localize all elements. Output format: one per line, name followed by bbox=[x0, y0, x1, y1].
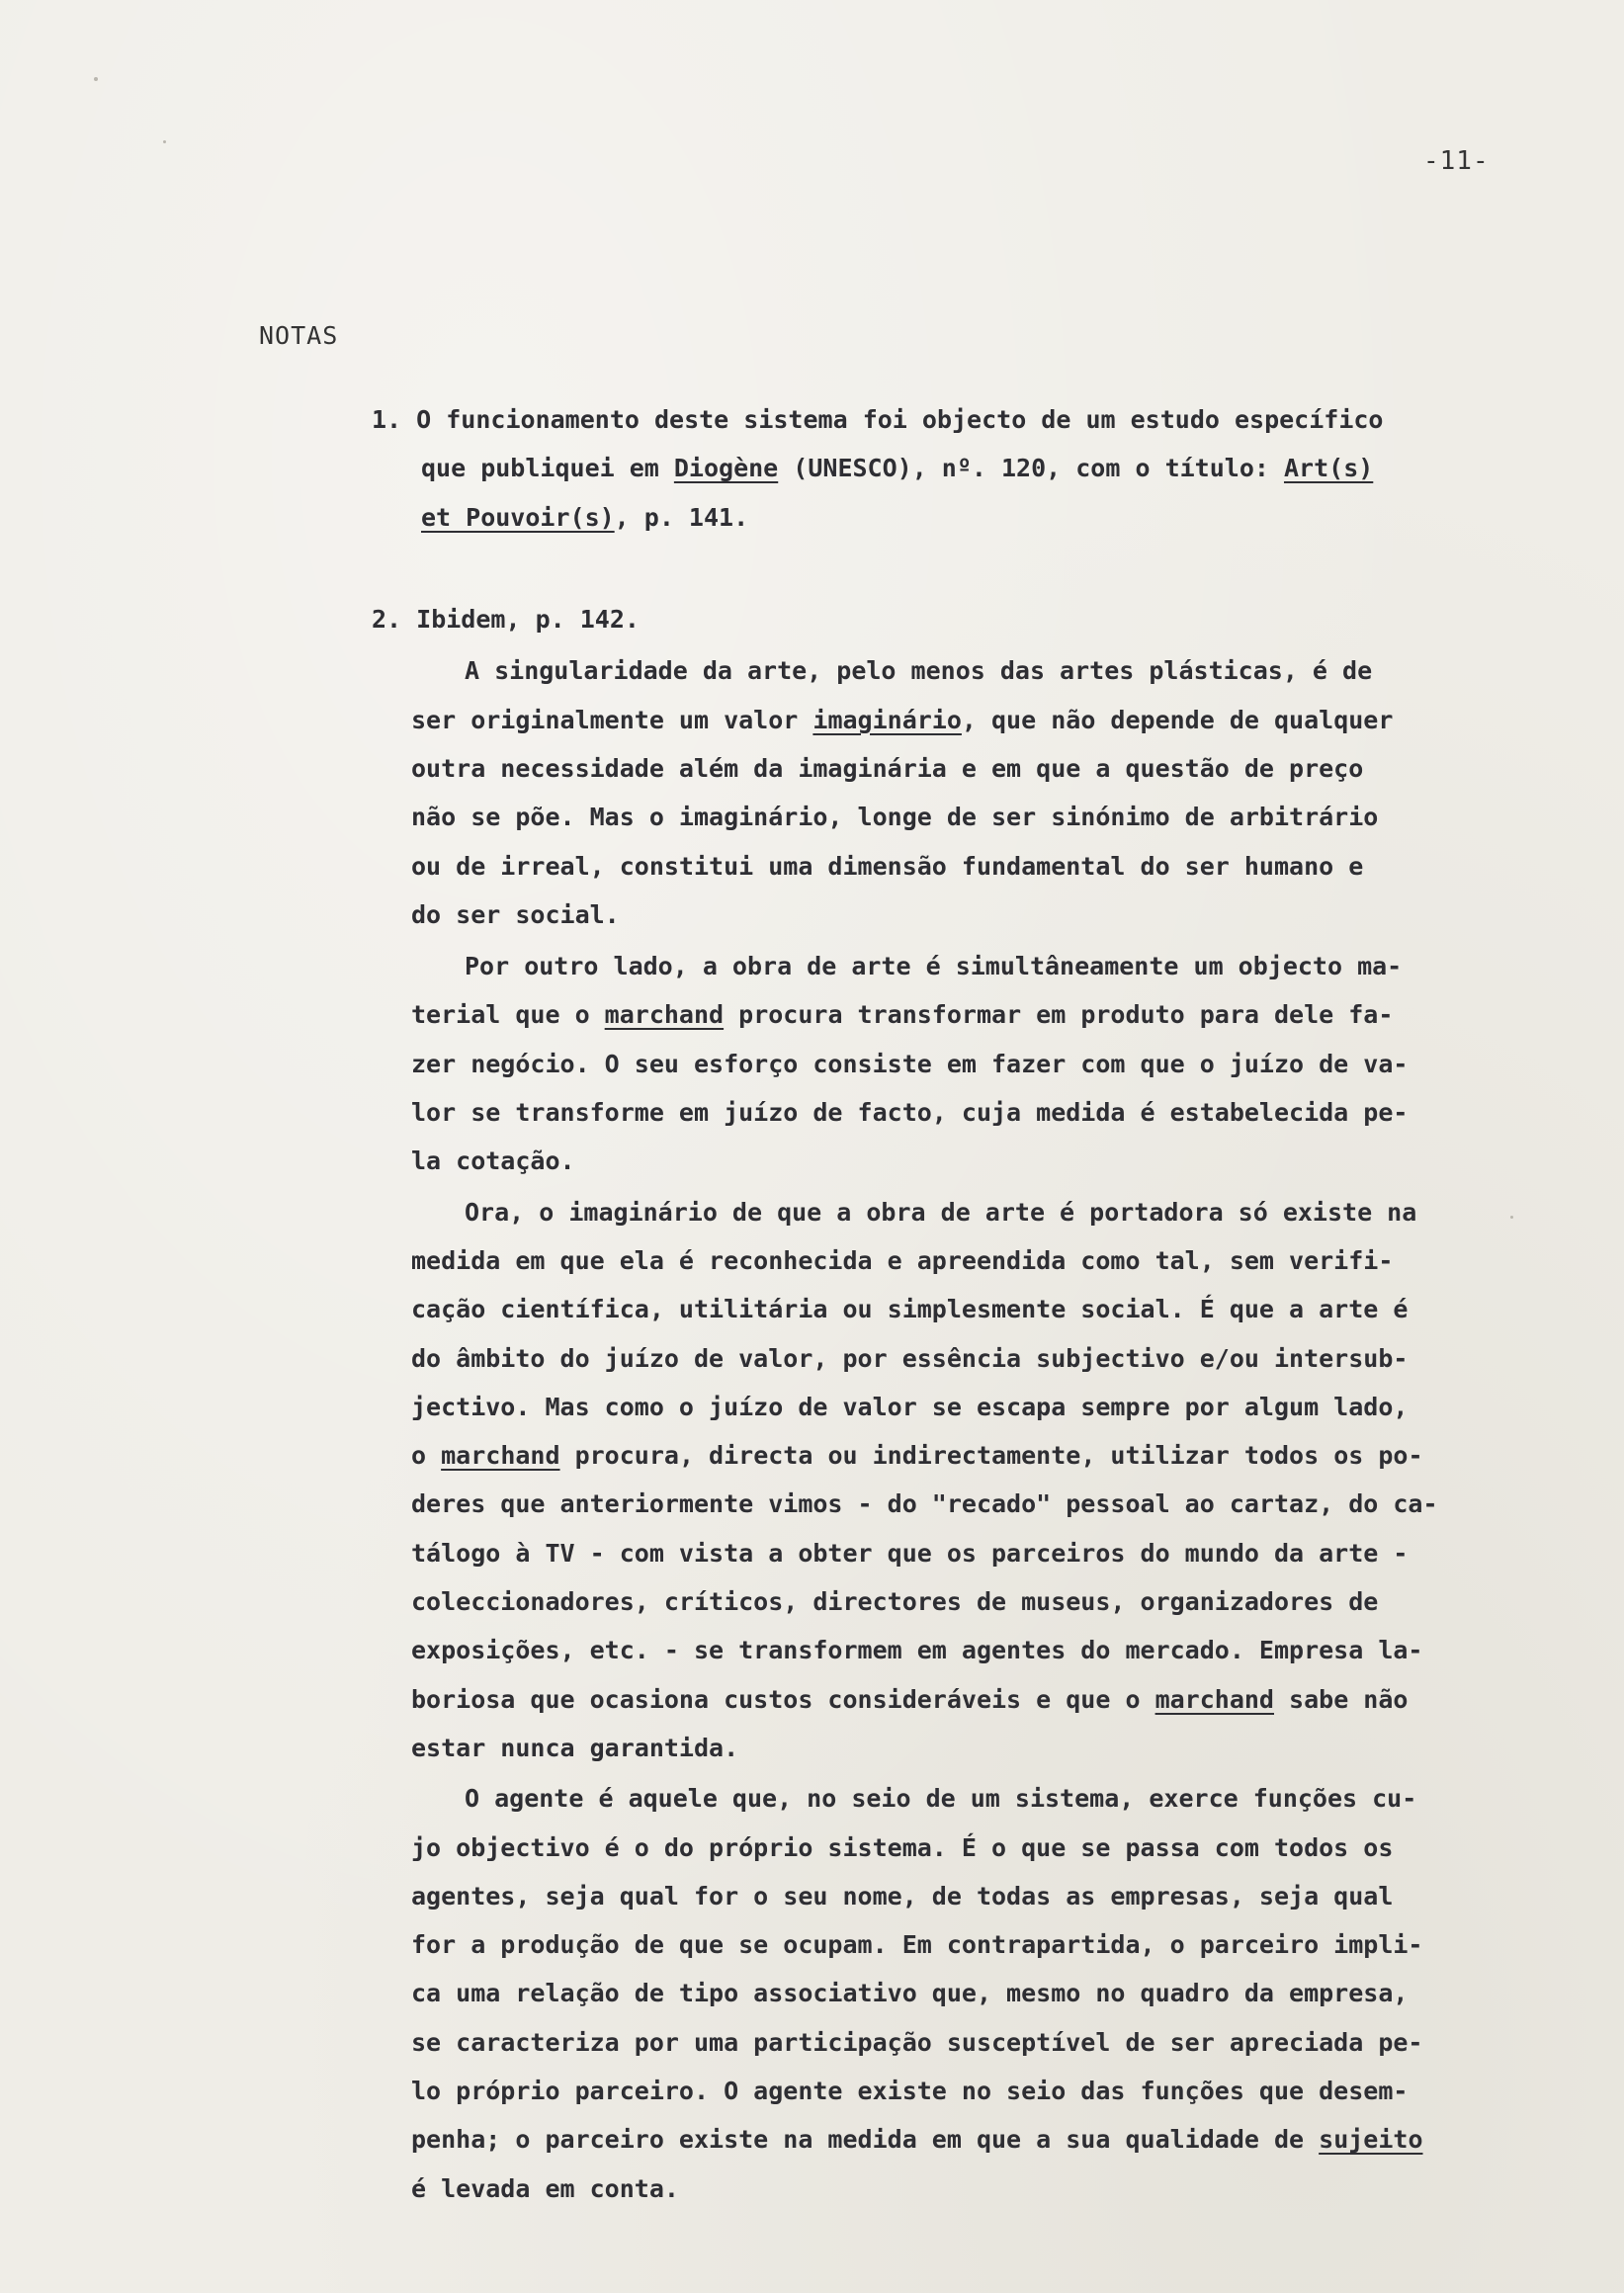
text-run: do ser social. bbox=[411, 899, 620, 929]
text-run: procura transformar em produto para dele fa- bbox=[724, 1000, 1394, 1030]
underlined-term: marchand bbox=[441, 1441, 560, 1471]
paper-speck bbox=[94, 77, 98, 81]
text-run: do âmbito do juízo de valor, por essência subjectivo e/ou intersub- bbox=[411, 1343, 1409, 1373]
text-run: jectivo. Mas como o juízo de valor se escapa sempre por algum lado, bbox=[411, 1392, 1409, 1421]
text-line bbox=[411, 1098, 1408, 1127]
text-run: boriosa que ocasiona custos consideráveis e que o bbox=[411, 1684, 1155, 1714]
text-line bbox=[411, 1393, 1408, 1421]
text-run: lor se transforme em juízo de facto, cuja medida é estabelecida pe- bbox=[411, 1098, 1409, 1127]
text-run: 1. O funcionamento deste sistema foi objecto de um estudo específico bbox=[372, 405, 1384, 434]
underlined-term: Art(s) bbox=[1283, 454, 1374, 483]
text-line bbox=[411, 1050, 1408, 1078]
text-line bbox=[411, 754, 1363, 783]
text-line bbox=[411, 900, 620, 929]
text-line bbox=[411, 803, 1378, 831]
text-run: estar nunca garantida. bbox=[411, 1733, 739, 1762]
text-run: 2. Ibidem, p. 142. bbox=[372, 605, 640, 634]
text-run: que publiquei em bbox=[421, 454, 674, 483]
page-number: -11- bbox=[1423, 146, 1490, 176]
text-line bbox=[465, 656, 1372, 685]
text-line bbox=[411, 1685, 1408, 1714]
text-run: penha; o parceiro existe na medida em que a sua qualidade de bbox=[411, 2125, 1320, 2155]
text-line bbox=[411, 1833, 1393, 1862]
text-line bbox=[411, 2174, 679, 2203]
text-line bbox=[465, 1198, 1416, 1227]
text-line bbox=[411, 1587, 1378, 1616]
text-line bbox=[465, 952, 1402, 980]
underlined-term: marchand bbox=[1154, 1684, 1274, 1714]
text-line bbox=[411, 1882, 1393, 1911]
paper-speck bbox=[1510, 1216, 1513, 1219]
text-run: o bbox=[411, 1441, 442, 1471]
text-run: outra necessidade além da imaginária e em que a questão de preço bbox=[411, 753, 1364, 783]
text-run: não se põe. Mas o imaginário, longe de ser sinónimo de arbitrário bbox=[411, 803, 1379, 832]
text-line bbox=[411, 1539, 1408, 1568]
text-run: (UNESCO), nº. 120, com o título: bbox=[778, 454, 1284, 483]
text-line bbox=[411, 1246, 1393, 1275]
text-line bbox=[411, 1979, 1408, 2007]
text-line bbox=[411, 1489, 1438, 1518]
text-run: , p. 141. bbox=[614, 502, 749, 532]
underlined-term: marchand bbox=[604, 1000, 725, 1030]
text-line bbox=[411, 2028, 1423, 2057]
text-run: ser originalmente um valor bbox=[411, 705, 813, 734]
text-run: la cotação. bbox=[411, 1146, 575, 1176]
text-run: coleccionadores, críticos, directores de museus, organizadores de bbox=[411, 1587, 1379, 1616]
text-line bbox=[411, 852, 1363, 881]
text-run: é levada em conta. bbox=[411, 2173, 679, 2203]
text-line bbox=[411, 1344, 1408, 1373]
text-run: ou de irreal, constitui uma dimensão fundamental do ser humano e bbox=[411, 851, 1364, 881]
text-run: Ora, o imaginário de que a obra de arte é portadora só existe na bbox=[465, 1197, 1417, 1227]
text-line bbox=[465, 1784, 1416, 1813]
text-run: , que não depende de qualquer bbox=[961, 705, 1394, 734]
text-run: procura, directa ou indirectamente, utilizar todos os po- bbox=[559, 1441, 1423, 1471]
text-run: terial que o bbox=[411, 1000, 605, 1030]
text-line bbox=[421, 503, 748, 532]
text-run: exposições, etc. - se transformem em agentes do mercado. Empresa la- bbox=[411, 1636, 1423, 1665]
text-line bbox=[421, 454, 1373, 482]
text-line bbox=[411, 2077, 1408, 2105]
text-line bbox=[411, 2125, 1423, 2154]
text-run: ca uma relação de tipo associativo que, mesmo no quadro da empresa, bbox=[411, 1979, 1409, 2008]
underlined-term: Diogène bbox=[673, 454, 779, 483]
paper-speck bbox=[163, 140, 166, 143]
text-run: for a produção de que se ocupam. Em contrapartida, o parceiro impli- bbox=[411, 1930, 1423, 1960]
text-run: se caracteriza por uma participação susceptível de ser apreciada pe- bbox=[411, 2027, 1423, 2057]
text-run: Por outro lado, a obra de arte é simultâneamente um objecto ma- bbox=[465, 952, 1403, 981]
text-line bbox=[372, 605, 640, 634]
underlined-term: sujeito bbox=[1319, 2125, 1423, 2155]
text-line bbox=[411, 1295, 1408, 1323]
text-line bbox=[411, 1146, 575, 1175]
text-run: sabe não bbox=[1274, 1684, 1409, 1714]
text-run: O agente é aquele que, no seio de um sistema, exerce funções cu- bbox=[465, 1784, 1417, 1814]
text-line bbox=[411, 1441, 1423, 1470]
text-line bbox=[411, 1930, 1423, 1959]
text-run: agentes, seja qual for o seu nome, de todas as empresas, seja qual bbox=[411, 1881, 1394, 1911]
text-run: zer negócio. O seu esforço consiste em fazer com que o juízo de va- bbox=[411, 1049, 1409, 1078]
text-run: A singularidade da arte, pelo menos das artes plásticas, é de bbox=[465, 656, 1373, 686]
text-line bbox=[411, 1734, 738, 1762]
text-run: cação científica, utilitária ou simplesmente social. É que a arte é bbox=[411, 1295, 1409, 1324]
text-line bbox=[411, 706, 1393, 734]
underlined-term: imaginário bbox=[812, 705, 962, 734]
text-line bbox=[411, 1636, 1423, 1664]
underlined-term: et Pouvoir(s) bbox=[421, 502, 615, 532]
text-run: lo próprio parceiro. O agente existe no seio das funções que desem- bbox=[411, 2077, 1409, 2105]
text-line bbox=[372, 405, 1384, 434]
text-run: jo objectivo é o do próprio sistema. É o que se passa com todos os bbox=[411, 1832, 1394, 1862]
text-run: tálogo à TV - com vista a obter que os parceiros do mundo da arte - bbox=[411, 1538, 1409, 1568]
text-line bbox=[411, 1000, 1393, 1029]
text-run: medida em que ela é reconhecida e apreendida como tal, sem verifi- bbox=[411, 1245, 1394, 1275]
text-run: deres que anteriormente vimos - do "recado" pessoal ao cartaz, do ca- bbox=[411, 1489, 1438, 1519]
notes-heading: NOTAS bbox=[259, 321, 339, 350]
